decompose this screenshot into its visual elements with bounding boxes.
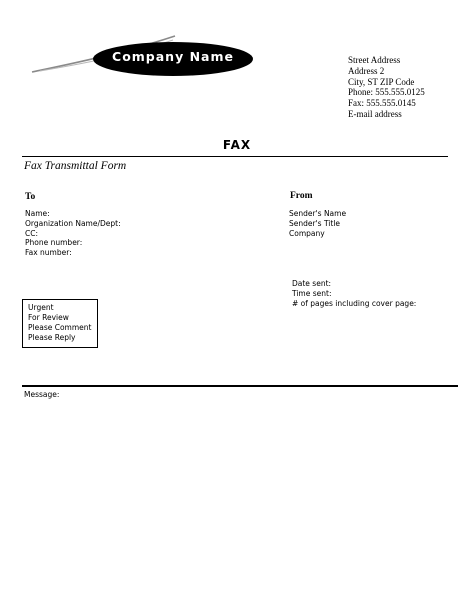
priority-urgent[interactable]: Urgent [28,303,54,312]
from-field-list [289,209,346,238]
priority-options-box [22,299,98,348]
message-field[interactable]: Message: [24,390,60,399]
priority-please-comment[interactable]: Please Comment [28,323,92,332]
priority-for-review[interactable]: For Review [28,313,69,322]
from-heading: From [290,191,313,201]
company-name-logo: Company Name [112,49,234,64]
priority-please-reply[interactable]: Please Reply [28,333,76,342]
sender-title[interactable]: Sender's Title [289,218,341,228]
message-divider [22,385,458,387]
address-email: E-mail address [348,108,402,119]
sender-name[interactable]: Sender's Name [289,209,347,218]
to-phone-field[interactable]: Phone number: [25,238,83,248]
to-heading: To [25,192,36,202]
send-info-list [292,279,416,308]
address-phone: Phone: 555.555.0125 [348,87,425,98]
address-line-2: Address 2 [348,65,385,76]
title-divider [22,156,448,157]
date-sent-field[interactable]: Date sent: [292,279,332,288]
to-cc-field[interactable]: CC: [25,228,39,238]
to-name-field[interactable]: Name: [25,209,50,218]
to-organization-field[interactable]: Organization Name/Dept: [25,218,121,228]
address-fax: Fax: 555.555.0145 [348,98,416,109]
to-fax-field[interactable]: Fax number: [25,248,72,258]
to-field-list [25,209,121,258]
form-title: Fax Transmittal Form [24,160,127,172]
time-sent-field[interactable]: Time sent: [292,288,332,298]
page-count-field[interactable]: # of pages including cover page: [292,298,417,308]
sender-company[interactable]: Company [289,228,325,238]
address-street: Street Address [348,55,401,65]
page-title: FAX [222,138,252,152]
company-address-block [348,55,425,120]
address-city: City, ST ZIP Code [348,76,415,87]
